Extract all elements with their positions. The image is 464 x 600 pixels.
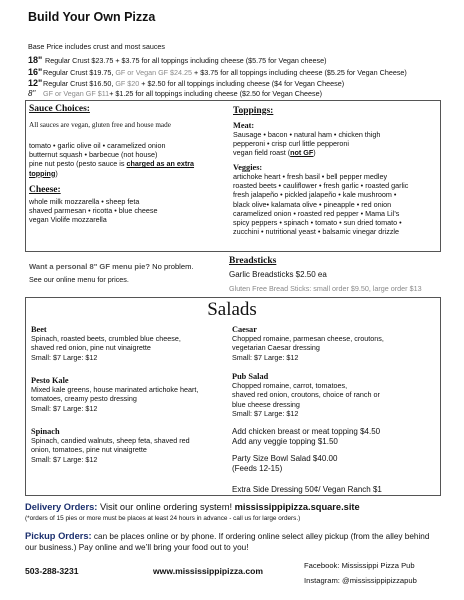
meat-line-text: vegan field roast ( <box>233 148 291 158</box>
sauce-line-text: pine nut pesto (pesto sauce is <box>29 159 127 169</box>
price-size: 8" <box>28 89 36 98</box>
salad-item-caesar <box>232 325 384 362</box>
cheese-line: whole milk mozzarella • sheep feta <box>29 197 140 206</box>
cheese-line: vegan Violife mozzarella <box>29 215 107 225</box>
price-text: + $2.50 for all toppings including cheese ($4 for Vegan Cheese) <box>139 79 345 88</box>
sauce-heading: Sauce Choices: <box>29 104 90 114</box>
salad-desc: vegetarian Caesar dressing <box>232 343 320 353</box>
price-size: 16" <box>28 67 43 77</box>
salad-item-pub <box>232 372 380 418</box>
pickup-orders <box>25 531 429 553</box>
salads-title: Salads <box>207 299 257 320</box>
salad-price: Small: $7 Large: $12 <box>232 352 299 362</box>
meat-line <box>233 148 380 157</box>
garlic-breadsticks: Garlic Breadsticks $2.50 ea <box>229 270 327 279</box>
extra-dressing: Extra Side Dressing 50¢/ Vegan Ranch $1 <box>232 485 382 494</box>
salad-item-pesto-kale <box>31 376 198 413</box>
sauce-line: tomato • garlic olive oil • caramelized onion <box>29 141 166 150</box>
salad-desc: tomatoes, creamy pesto dressing <box>31 394 137 404</box>
personal-see-menu: See our online menu for prices. <box>29 275 129 284</box>
sauce-line: butternut squash • barbecue (not house) <box>29 150 158 160</box>
veggie-line: roasted beets • cauliflower • fresh garlic • roasted garlic <box>233 181 409 191</box>
salad-name: Pesto Kale <box>31 376 69 385</box>
salad-desc: Spinach, roasted beets, crumbled blue cheese, <box>31 334 181 344</box>
page-title: Build Your Own Pizza <box>28 10 156 24</box>
cheese-heading: Cheese: <box>29 185 61 195</box>
gf-breadsticks: Gluten Free Bread Sticks: small order $9.50, large order $13 <box>229 284 422 293</box>
salad-name: Pub Salad <box>232 372 269 381</box>
pickup-text-2: our business.) Pay online and we’ll bring your food out to you! <box>25 543 249 552</box>
charged-note: charged as an extra topping <box>29 159 195 178</box>
price-text-gf: GF or Vegan GF $24.25 <box>115 68 193 77</box>
delivery-text: Visit our online ordering system! <box>97 502 235 512</box>
meat-line: Sausage • bacon • natural ham • chicken thigh <box>233 130 381 139</box>
price-row-12 <box>28 78 344 88</box>
veggie-line: black olive• kalamata olive • pineapple • red onion <box>233 199 392 209</box>
price-size: 12" <box>28 78 43 88</box>
sauce-line <box>29 159 209 177</box>
extra-chicken: Add chicken breast or meat topping $4.50 <box>232 427 381 436</box>
breadsticks-heading: Breadsticks <box>229 256 277 266</box>
toppings-heading: Toppings: <box>233 106 274 116</box>
price-text: + $1.25 for all toppings including cheese ($2.50 for Vegan Cheese) <box>109 89 322 98</box>
base-price-note: Base Price includes crust and most sauces <box>28 42 166 51</box>
price-text-gf: GF $20 <box>115 79 140 88</box>
salad-item-spinach <box>31 427 190 464</box>
personal-question: Want a personal 8" GF menu pie? <box>29 262 151 271</box>
meat-list <box>233 130 380 158</box>
price-size: 18" <box>28 55 43 65</box>
salad-desc: Chopped romaine, parmesan cheese, croutons, <box>232 334 384 344</box>
veggie-line: zucchini • nutritional yeast • balsamic vinegar drizzle <box>233 227 400 237</box>
salad-desc: blue cheese dressing <box>232 399 300 409</box>
meat-line: pepperoni • crisp curl little pepperoni <box>233 139 349 149</box>
facebook-handle[interactable]: Facebook: Mississippi Pizza Pub <box>304 561 415 570</box>
veggie-line: caramelized onion • roasted red pepper • Mama Lil’s <box>233 208 400 218</box>
sauce-line-close: ) <box>55 168 58 178</box>
price-text: Regular Crust $16.50, <box>43 79 116 88</box>
veggie-line: fresh jalapeño • pickled jalapeño • kale mushroom • <box>233 190 397 200</box>
salad-price: Small: $7 Large: $12 <box>31 352 98 362</box>
salad-extras <box>232 427 382 495</box>
delivery-link[interactable]: mississippipizza.square.site <box>234 502 360 512</box>
salad-item-beet <box>31 325 181 362</box>
price-text-gf: GF or Vegan GF $11 <box>43 89 110 98</box>
website-link[interactable]: www.mississippipizza.com <box>153 566 263 576</box>
price-row-16 <box>28 67 407 77</box>
party-bowl: Party Size Bowl Salad $40.00 <box>232 454 338 463</box>
personal-pie-note <box>29 262 194 271</box>
veggies-heading: Veggies: <box>233 163 263 172</box>
delivery-orders <box>25 502 360 512</box>
salad-desc: Spinach, candied walnuts, sheep feta, shaved red <box>31 436 190 446</box>
salad-desc: shaved red onion, pine nut vinaigrette <box>31 343 151 353</box>
sauce-note: All sauces are vegan, gluten free and house made <box>29 121 171 129</box>
delivery-label: Delivery Orders: <box>25 502 98 512</box>
salad-desc: Chopped romaine, carrot, tomatoes, <box>232 381 348 391</box>
price-text: + $3.75 for all toppings including cheese ($5.25 for Vegan Cheese) <box>192 68 407 77</box>
price-text: Regular Crust $19.75, <box>43 68 116 77</box>
veggie-list <box>233 172 408 236</box>
cheese-line: shaved parmesan • ricotta • blue cheese <box>29 206 158 216</box>
veggie-line: artichoke heart • fresh basil • bell pepper medley <box>233 172 388 181</box>
party-feeds: (Feeds 12-15) <box>232 463 283 473</box>
extra-veggie: Add any veggie topping $1.50 <box>232 436 338 446</box>
meat-line-close: ) <box>313 148 316 158</box>
pickup-label: Pickup Orders: <box>25 531 92 541</box>
veggie-line: spicy peppers • spinach • tomato • sun dried tomato • <box>233 218 402 228</box>
salad-name: Spinach <box>31 427 60 436</box>
meat-heading: Meat: <box>233 121 255 130</box>
salad-name: Caesar <box>232 325 257 334</box>
personal-answer: No problem. <box>150 262 194 271</box>
salad-desc: onion, tomatoes, pine nut vinaigrette <box>31 445 147 455</box>
price-row-18 <box>28 55 327 65</box>
salad-price: Small: $7 Large: $12 <box>31 454 98 464</box>
price-row-8 <box>28 89 322 98</box>
salad-price: Small: $7 Large: $12 <box>31 403 98 413</box>
not-gf-note: not GF <box>290 148 314 158</box>
salad-price: Small: $7 Large: $12 <box>232 408 299 418</box>
delivery-note: (*orders of 15 pies or more must be places at least 24 hours in advance - call us for large orders.) <box>25 515 301 522</box>
salad-desc: Mixed kale greens, house marinated artichoke heart, <box>31 385 199 395</box>
instagram-handle[interactable]: Instagram: @mississippipizzapub <box>304 576 417 585</box>
salad-desc: shaved red onion, croutons, choice of ranch or <box>232 390 380 400</box>
cheese-list <box>29 197 158 225</box>
pickup-text: can be places online or by phone. If ordering online select alley pickup (from the alley behind <box>91 532 430 541</box>
phone-number[interactable]: 503-288-3231 <box>25 566 79 576</box>
salad-name: Beet <box>31 325 47 334</box>
sauce-list <box>29 141 209 178</box>
price-text: Regular Crust $23.75 + $3.75 for all toppings including cheese ($5.75 for Vegan cheese) <box>45 56 327 65</box>
